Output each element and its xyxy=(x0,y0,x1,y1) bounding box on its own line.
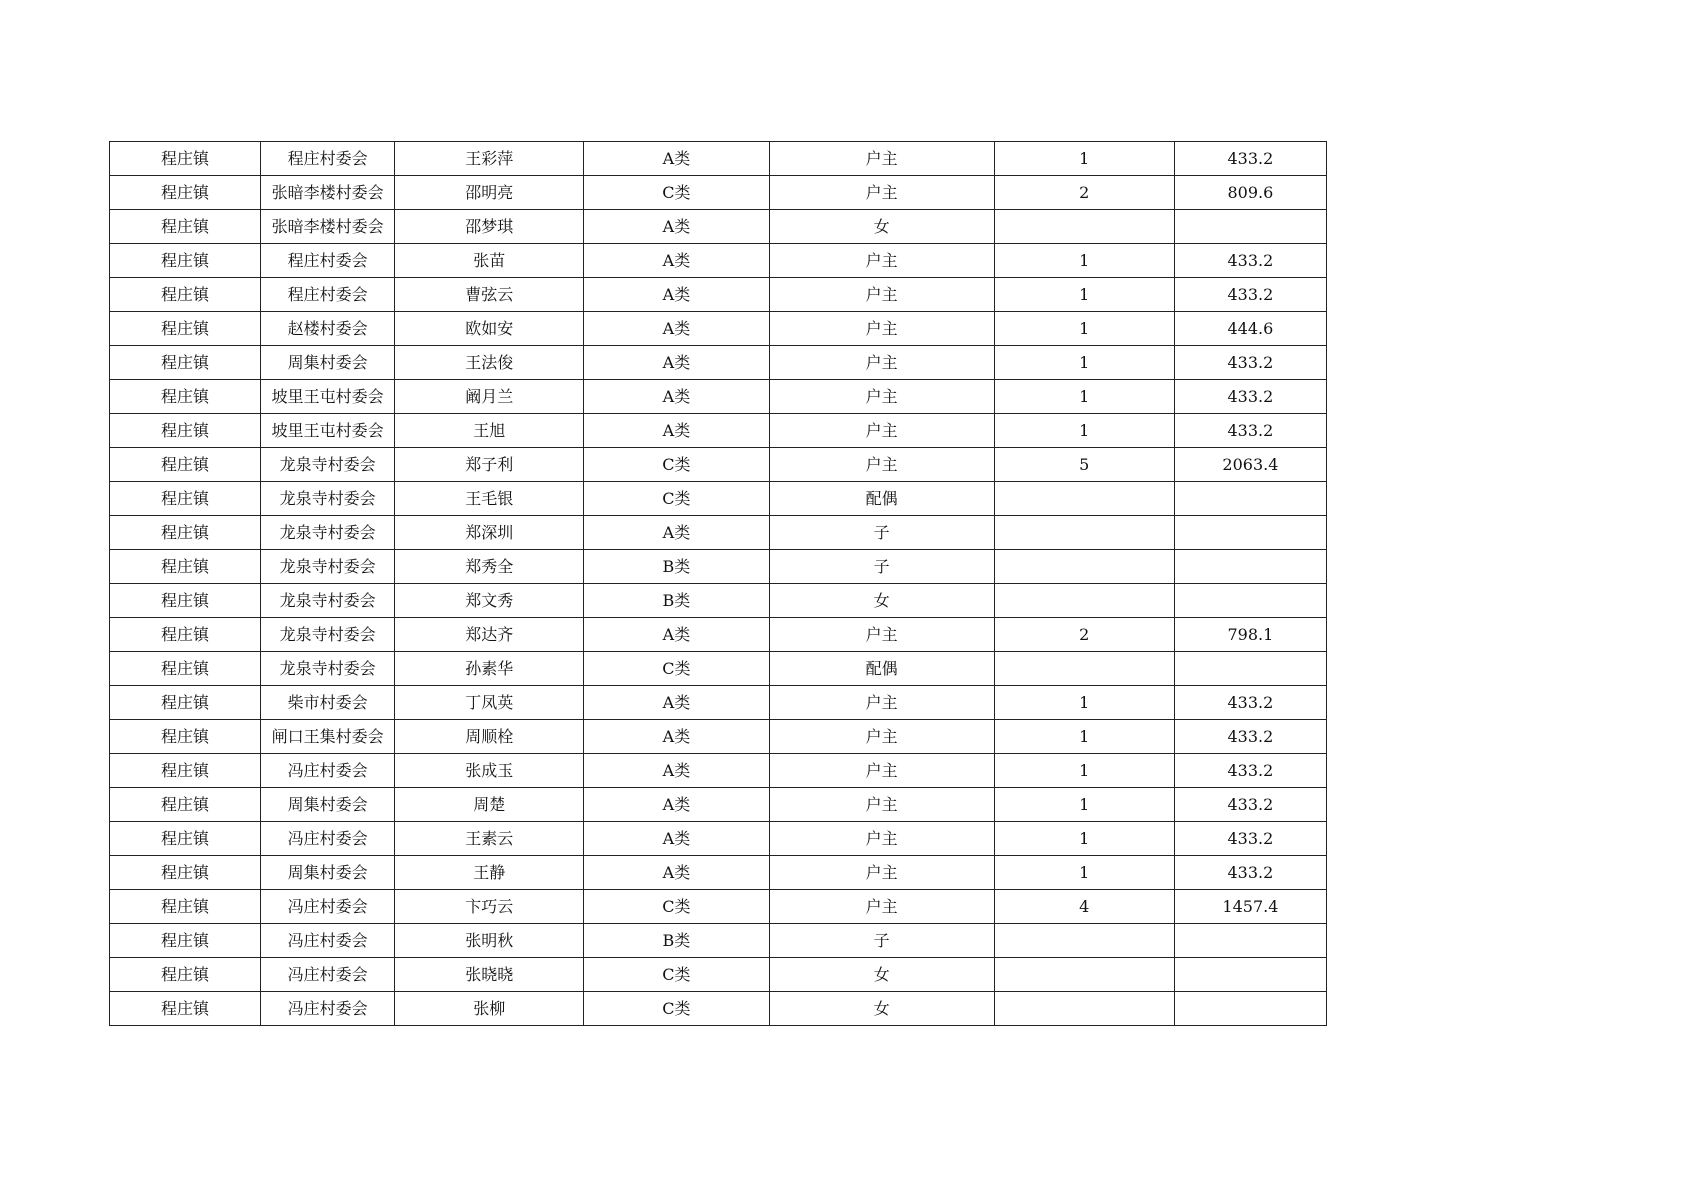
village-committee-cell: 龙泉寺村委会 xyxy=(261,448,395,482)
name-cell: 王静 xyxy=(395,856,584,890)
town-cell: 程庄镇 xyxy=(110,244,261,278)
amount-cell xyxy=(1174,210,1326,244)
category-cell: A类 xyxy=(584,142,769,176)
relation-cell: 户主 xyxy=(769,346,994,380)
relation-cell: 户主 xyxy=(769,754,994,788)
category-cell: A类 xyxy=(584,210,769,244)
relation-cell: 子 xyxy=(769,550,994,584)
name-cell: 周楚 xyxy=(395,788,584,822)
village-committee-cell: 冯庄村委会 xyxy=(261,924,395,958)
village-committee-cell: 龙泉寺村委会 xyxy=(261,618,395,652)
amount-cell: 433.2 xyxy=(1174,142,1326,176)
category-cell: C类 xyxy=(584,482,769,516)
household-size-cell: 1 xyxy=(994,142,1174,176)
village-committee-cell: 程庄村委会 xyxy=(261,142,395,176)
village-committee-cell: 冯庄村委会 xyxy=(261,754,395,788)
village-committee-cell: 程庄村委会 xyxy=(261,244,395,278)
town-cell: 程庄镇 xyxy=(110,958,261,992)
village-committee-cell: 冯庄村委会 xyxy=(261,992,395,1026)
relation-cell: 户主 xyxy=(769,142,994,176)
amount-cell: 433.2 xyxy=(1174,856,1326,890)
category-cell: A类 xyxy=(584,754,769,788)
village-committee-cell: 柴市村委会 xyxy=(261,686,395,720)
village-committee-cell: 龙泉寺村委会 xyxy=(261,516,395,550)
name-cell: 阚月兰 xyxy=(395,380,584,414)
name-cell: 王素云 xyxy=(395,822,584,856)
amount-cell xyxy=(1174,992,1326,1026)
town-cell: 程庄镇 xyxy=(110,924,261,958)
household-size-cell: 1 xyxy=(994,686,1174,720)
name-cell: 张成玉 xyxy=(395,754,584,788)
household-size-cell: 1 xyxy=(994,278,1174,312)
name-cell: 王毛银 xyxy=(395,482,584,516)
town-cell: 程庄镇 xyxy=(110,482,261,516)
household-size-cell xyxy=(994,550,1174,584)
town-cell: 程庄镇 xyxy=(110,312,261,346)
town-cell: 程庄镇 xyxy=(110,890,261,924)
category-cell: C类 xyxy=(584,176,769,210)
amount-cell xyxy=(1174,482,1326,516)
category-cell: A类 xyxy=(584,720,769,754)
name-cell: 张苗 xyxy=(395,244,584,278)
table-row xyxy=(110,346,1327,380)
table-row xyxy=(110,788,1327,822)
relation-cell: 户主 xyxy=(769,380,994,414)
relation-cell: 户主 xyxy=(769,448,994,482)
household-size-cell: 1 xyxy=(994,312,1174,346)
household-size-cell xyxy=(994,210,1174,244)
amount-cell xyxy=(1174,958,1326,992)
village-committee-cell: 龙泉寺村委会 xyxy=(261,584,395,618)
relation-cell: 女 xyxy=(769,992,994,1026)
amount-cell xyxy=(1174,652,1326,686)
relation-cell: 户主 xyxy=(769,686,994,720)
town-cell: 程庄镇 xyxy=(110,720,261,754)
village-committee-cell: 坡里王屯村委会 xyxy=(261,414,395,448)
table-row xyxy=(110,856,1327,890)
relation-cell: 子 xyxy=(769,924,994,958)
household-size-cell: 2 xyxy=(994,618,1174,652)
name-cell: 邵梦琪 xyxy=(395,210,584,244)
amount-cell: 433.2 xyxy=(1174,754,1326,788)
category-cell: A类 xyxy=(584,346,769,380)
name-cell: 张明秋 xyxy=(395,924,584,958)
town-cell: 程庄镇 xyxy=(110,414,261,448)
town-cell: 程庄镇 xyxy=(110,278,261,312)
household-size-cell xyxy=(994,584,1174,618)
household-size-cell xyxy=(994,652,1174,686)
household-size-cell: 1 xyxy=(994,244,1174,278)
village-committee-cell: 龙泉寺村委会 xyxy=(261,652,395,686)
household-size-cell xyxy=(994,482,1174,516)
table-row xyxy=(110,482,1327,516)
category-cell: C类 xyxy=(584,890,769,924)
household-size-cell: 1 xyxy=(994,788,1174,822)
amount-cell xyxy=(1174,924,1326,958)
relation-cell: 户主 xyxy=(769,788,994,822)
table-row xyxy=(110,822,1327,856)
village-committee-cell: 龙泉寺村委会 xyxy=(261,482,395,516)
relation-cell: 户主 xyxy=(769,618,994,652)
town-cell: 程庄镇 xyxy=(110,380,261,414)
table-row xyxy=(110,652,1327,686)
town-cell: 程庄镇 xyxy=(110,176,261,210)
amount-cell: 433.2 xyxy=(1174,788,1326,822)
table-row xyxy=(110,312,1327,346)
name-cell: 王旭 xyxy=(395,414,584,448)
table-row xyxy=(110,244,1327,278)
table-row xyxy=(110,992,1327,1026)
town-cell: 程庄镇 xyxy=(110,618,261,652)
table-row xyxy=(110,210,1327,244)
town-cell: 程庄镇 xyxy=(110,686,261,720)
name-cell: 王彩萍 xyxy=(395,142,584,176)
category-cell: B类 xyxy=(584,924,769,958)
name-cell: 郑深圳 xyxy=(395,516,584,550)
name-cell: 周顺栓 xyxy=(395,720,584,754)
name-cell: 曹弦云 xyxy=(395,278,584,312)
household-size-cell: 1 xyxy=(994,380,1174,414)
amount-cell: 433.2 xyxy=(1174,686,1326,720)
town-cell: 程庄镇 xyxy=(110,448,261,482)
village-committee-cell: 冯庄村委会 xyxy=(261,958,395,992)
town-cell: 程庄镇 xyxy=(110,856,261,890)
village-committee-cell: 周集村委会 xyxy=(261,788,395,822)
household-size-cell: 1 xyxy=(994,822,1174,856)
household-size-cell: 1 xyxy=(994,346,1174,380)
town-cell: 程庄镇 xyxy=(110,822,261,856)
category-cell: A类 xyxy=(584,618,769,652)
amount-cell: 444.6 xyxy=(1174,312,1326,346)
table-row xyxy=(110,754,1327,788)
village-committee-cell: 冯庄村委会 xyxy=(261,822,395,856)
category-cell: C类 xyxy=(584,652,769,686)
town-cell: 程庄镇 xyxy=(110,550,261,584)
name-cell: 郑子利 xyxy=(395,448,584,482)
table-row xyxy=(110,958,1327,992)
category-cell: C类 xyxy=(584,958,769,992)
name-cell: 张晓晓 xyxy=(395,958,584,992)
table-row xyxy=(110,686,1327,720)
town-cell: 程庄镇 xyxy=(110,516,261,550)
table-row xyxy=(110,142,1327,176)
name-cell: 张柳 xyxy=(395,992,584,1026)
table-body xyxy=(110,142,1327,1026)
relation-cell: 户主 xyxy=(769,278,994,312)
amount-cell: 433.2 xyxy=(1174,244,1326,278)
table-row xyxy=(110,414,1327,448)
village-committee-cell: 坡里王屯村委会 xyxy=(261,380,395,414)
name-cell: 王法俊 xyxy=(395,346,584,380)
household-size-cell: 1 xyxy=(994,414,1174,448)
town-cell: 程庄镇 xyxy=(110,584,261,618)
village-committee-cell: 赵楼村委会 xyxy=(261,312,395,346)
town-cell: 程庄镇 xyxy=(110,346,261,380)
village-committee-cell: 闸口王集村委会 xyxy=(261,720,395,754)
village-committee-cell: 龙泉寺村委会 xyxy=(261,550,395,584)
town-cell: 程庄镇 xyxy=(110,210,261,244)
relation-cell: 女 xyxy=(769,210,994,244)
relation-cell: 户主 xyxy=(769,856,994,890)
village-committee-cell: 周集村委会 xyxy=(261,346,395,380)
village-committee-cell: 周集村委会 xyxy=(261,856,395,890)
household-size-cell xyxy=(994,992,1174,1026)
category-cell: B类 xyxy=(584,550,769,584)
town-cell: 程庄镇 xyxy=(110,788,261,822)
household-size-cell xyxy=(994,958,1174,992)
relation-cell: 配偶 xyxy=(769,482,994,516)
town-cell: 程庄镇 xyxy=(110,652,261,686)
category-cell: A类 xyxy=(584,278,769,312)
amount-cell: 433.2 xyxy=(1174,380,1326,414)
table-row xyxy=(110,176,1327,210)
category-cell: A类 xyxy=(584,856,769,890)
household-size-cell: 1 xyxy=(994,856,1174,890)
village-committee-cell: 张暗李楼村委会 xyxy=(261,176,395,210)
table-row xyxy=(110,448,1327,482)
table-row xyxy=(110,516,1327,550)
household-size-cell: 2 xyxy=(994,176,1174,210)
table-row xyxy=(110,924,1327,958)
category-cell: A类 xyxy=(584,380,769,414)
amount-cell: 2063.4 xyxy=(1174,448,1326,482)
category-cell: A类 xyxy=(584,244,769,278)
category-cell: A类 xyxy=(584,414,769,448)
table-row xyxy=(110,618,1327,652)
relation-cell: 女 xyxy=(769,958,994,992)
relation-cell: 女 xyxy=(769,584,994,618)
household-size-cell: 5 xyxy=(994,448,1174,482)
name-cell: 卞巧云 xyxy=(395,890,584,924)
amount-cell: 433.2 xyxy=(1174,720,1326,754)
relation-cell: 户主 xyxy=(769,244,994,278)
data-table xyxy=(109,141,1327,1026)
name-cell: 郑文秀 xyxy=(395,584,584,618)
amount-cell xyxy=(1174,516,1326,550)
table-row xyxy=(110,278,1327,312)
amount-cell xyxy=(1174,550,1326,584)
table-row xyxy=(110,584,1327,618)
household-size-cell xyxy=(994,924,1174,958)
household-size-cell: 4 xyxy=(994,890,1174,924)
name-cell: 孙素华 xyxy=(395,652,584,686)
table-row xyxy=(110,890,1327,924)
village-committee-cell: 程庄村委会 xyxy=(261,278,395,312)
amount-cell: 433.2 xyxy=(1174,278,1326,312)
relation-cell: 配偶 xyxy=(769,652,994,686)
relation-cell: 户主 xyxy=(769,414,994,448)
name-cell: 丁凤英 xyxy=(395,686,584,720)
amount-cell: 1457.4 xyxy=(1174,890,1326,924)
amount-cell: 433.2 xyxy=(1174,346,1326,380)
town-cell: 程庄镇 xyxy=(110,754,261,788)
amount-cell: 809.6 xyxy=(1174,176,1326,210)
town-cell: 程庄镇 xyxy=(110,142,261,176)
table-row xyxy=(110,720,1327,754)
household-size-cell: 1 xyxy=(994,754,1174,788)
amount-cell xyxy=(1174,584,1326,618)
category-cell: A类 xyxy=(584,516,769,550)
relation-cell: 户主 xyxy=(769,176,994,210)
village-committee-cell: 张暗李楼村委会 xyxy=(261,210,395,244)
category-cell: B类 xyxy=(584,584,769,618)
relation-cell: 户主 xyxy=(769,822,994,856)
relation-cell: 户主 xyxy=(769,720,994,754)
table-row xyxy=(110,550,1327,584)
household-size-cell: 1 xyxy=(994,720,1174,754)
amount-cell: 433.2 xyxy=(1174,414,1326,448)
household-size-cell xyxy=(994,516,1174,550)
table-row xyxy=(110,380,1327,414)
name-cell: 邵明亮 xyxy=(395,176,584,210)
category-cell: A类 xyxy=(584,686,769,720)
category-cell: A类 xyxy=(584,822,769,856)
relation-cell: 户主 xyxy=(769,312,994,346)
name-cell: 郑达齐 xyxy=(395,618,584,652)
amount-cell: 798.1 xyxy=(1174,618,1326,652)
category-cell: C类 xyxy=(584,448,769,482)
name-cell: 郑秀全 xyxy=(395,550,584,584)
amount-cell: 433.2 xyxy=(1174,822,1326,856)
category-cell: A类 xyxy=(584,312,769,346)
village-committee-cell: 冯庄村委会 xyxy=(261,890,395,924)
category-cell: A类 xyxy=(584,788,769,822)
relation-cell: 户主 xyxy=(769,890,994,924)
category-cell: C类 xyxy=(584,992,769,1026)
town-cell: 程庄镇 xyxy=(110,992,261,1026)
relation-cell: 子 xyxy=(769,516,994,550)
name-cell: 欧如安 xyxy=(395,312,584,346)
